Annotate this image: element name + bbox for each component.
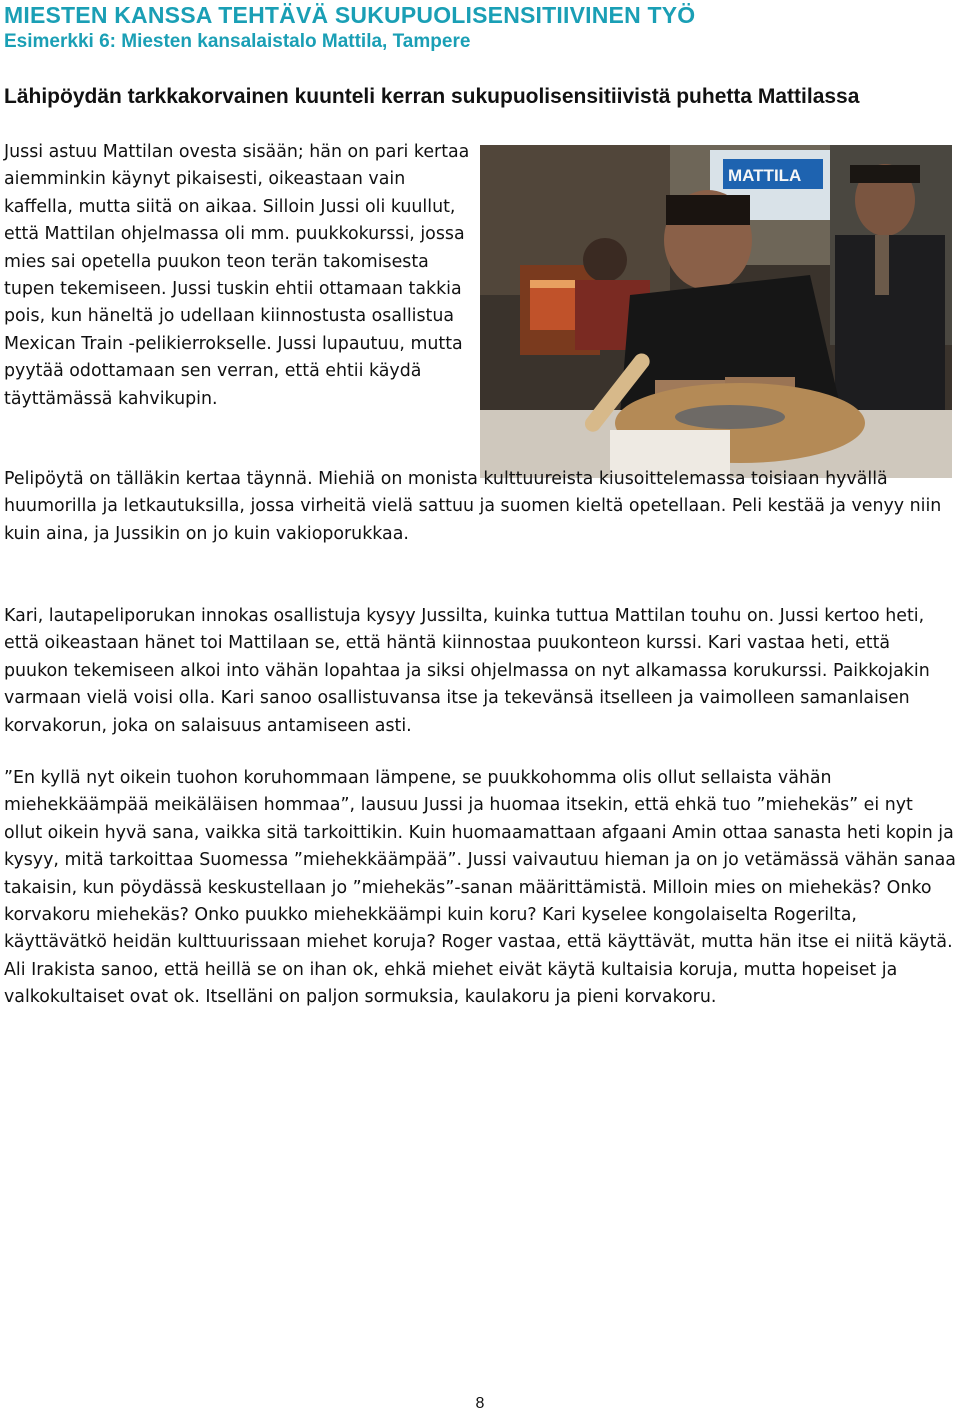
paragraph-3: Kari, lautapeliporukan innokas osallistuja kysyy Jussilta, kuinka tuttua Mattilan touhu on. Jussi kertoo heti, että oikeastaan hänet toi Mattilaan se, että häntä kiinnostaa puukonteon kurssi. Kari vastaa heti, että puukon tekemiseen alkoi into vähän lopahtaa ja siksi ohjelmassa on nyt alkamassa korukurssi. Paikkojakin varmaan vielä voisi olla. Kari sanoo osallistuvansa itse ja tekevänsä itselleen ja vaimolleen samanlaisen korvakorun, joka on salaisuus antamiseen asti.	[4, 606, 930, 736]
section-heading: Lähipöydän tarkkakorvainen kuunteli kerran sukupuolisensitiivistä puhetta Mattilassa	[4, 85, 860, 108]
paragraph-4: ”En kyllä nyt oikein tuohon koruhommaan lämpene, se puukkohomma olis ollut sellaista vähän miehekkäämpää meikäläisen hommaa”, lausuu Jussi ja huomaa itsekin, että ehkä tuo ”miehekäs” ei nyt ollut oikein hyvä sana, vaikka sitä tarkoittikin. Kuin huomaamattaan afgaani Amin ottaa sanasta heti kopin ja kysyy, mitä tarkoittaa Suomessa ”miehekkäämpää”. Jussi vaivautuu hieman ja on jo vetämässä vähän sanaa takaisin, kun pöydässä keskustellaan jo ”miehekäs”-sanan määrittämistä. Milloin mies on miehekäs? Onko korvakoru miehekäs? Onko puukko miehekkäämpi kuin koru? Kari kyselee kongolaiselta Rogerilta, käyttävätkö heidän kulttuurissaan miehet koruja? Roger vastaa, että käyttävät, mutta hän itse ei niitä käytä. Ali Irakista sanoo, että heillä se on ihan ok, ehkä miehet eivät käytä kultaisia koruja, mutta hopeiset ja valkokultaiset ovat ok. Itselläni on paljon sormuksia, kaulakoru ja pieni korvakoru.	[4, 768, 956, 1008]
page-number: 8	[475, 1395, 485, 1412]
document-subtitle: Esimerkki 6: Miesten kansalaistalo Mattila, Tampere	[4, 31, 471, 52]
paragraph-2: Pelipöytä on tälläkin kertaa täynnä. Miehiä on monista kulttuureista kiusoittelemassa toisiaan hyvällä huumorilla ja letkautuksilla, jossa virheitä vielä sattuu ja suomen kieltä opetellaan. Peli kestää ja venyy niin kuin aina, ja Jussikin on jo kuin vakioporukkaa.	[4, 469, 942, 544]
workshop-photo	[480, 145, 952, 478]
intro-paragraph: Jussi astuu Mattilan ovesta sisään; hän on pari kertaa aiemminkin käynyt pikaisesti, oikeastaan vain kaffella, mutta siitä on aikaa. Silloin Jussi oli kuullut, että Mattilan ohjelmassa oli mm. puukkokurssi, jossa mies sai opetella puukon teon terän takomisesta tupen tekemiseen. Jussi tuskin ehtii ottamaan takkia pois, kun häneltä jo udellaan kiinnostusta osallistua Mexican Train -pelikierrokselle. Jussi lupautuu, mutta pyytää odottamaan sen verran, että ehtii käydä täyttämässä kahvikupin.	[4, 142, 470, 409]
photo-sign-text: MATTILA	[728, 166, 802, 185]
workshop-photo-illustration	[480, 145, 952, 478]
document-title: MIESTEN KANSSA TEHTÄVÄ SUKUPUOLISENSITIIVINEN TYÖ	[4, 2, 696, 28]
